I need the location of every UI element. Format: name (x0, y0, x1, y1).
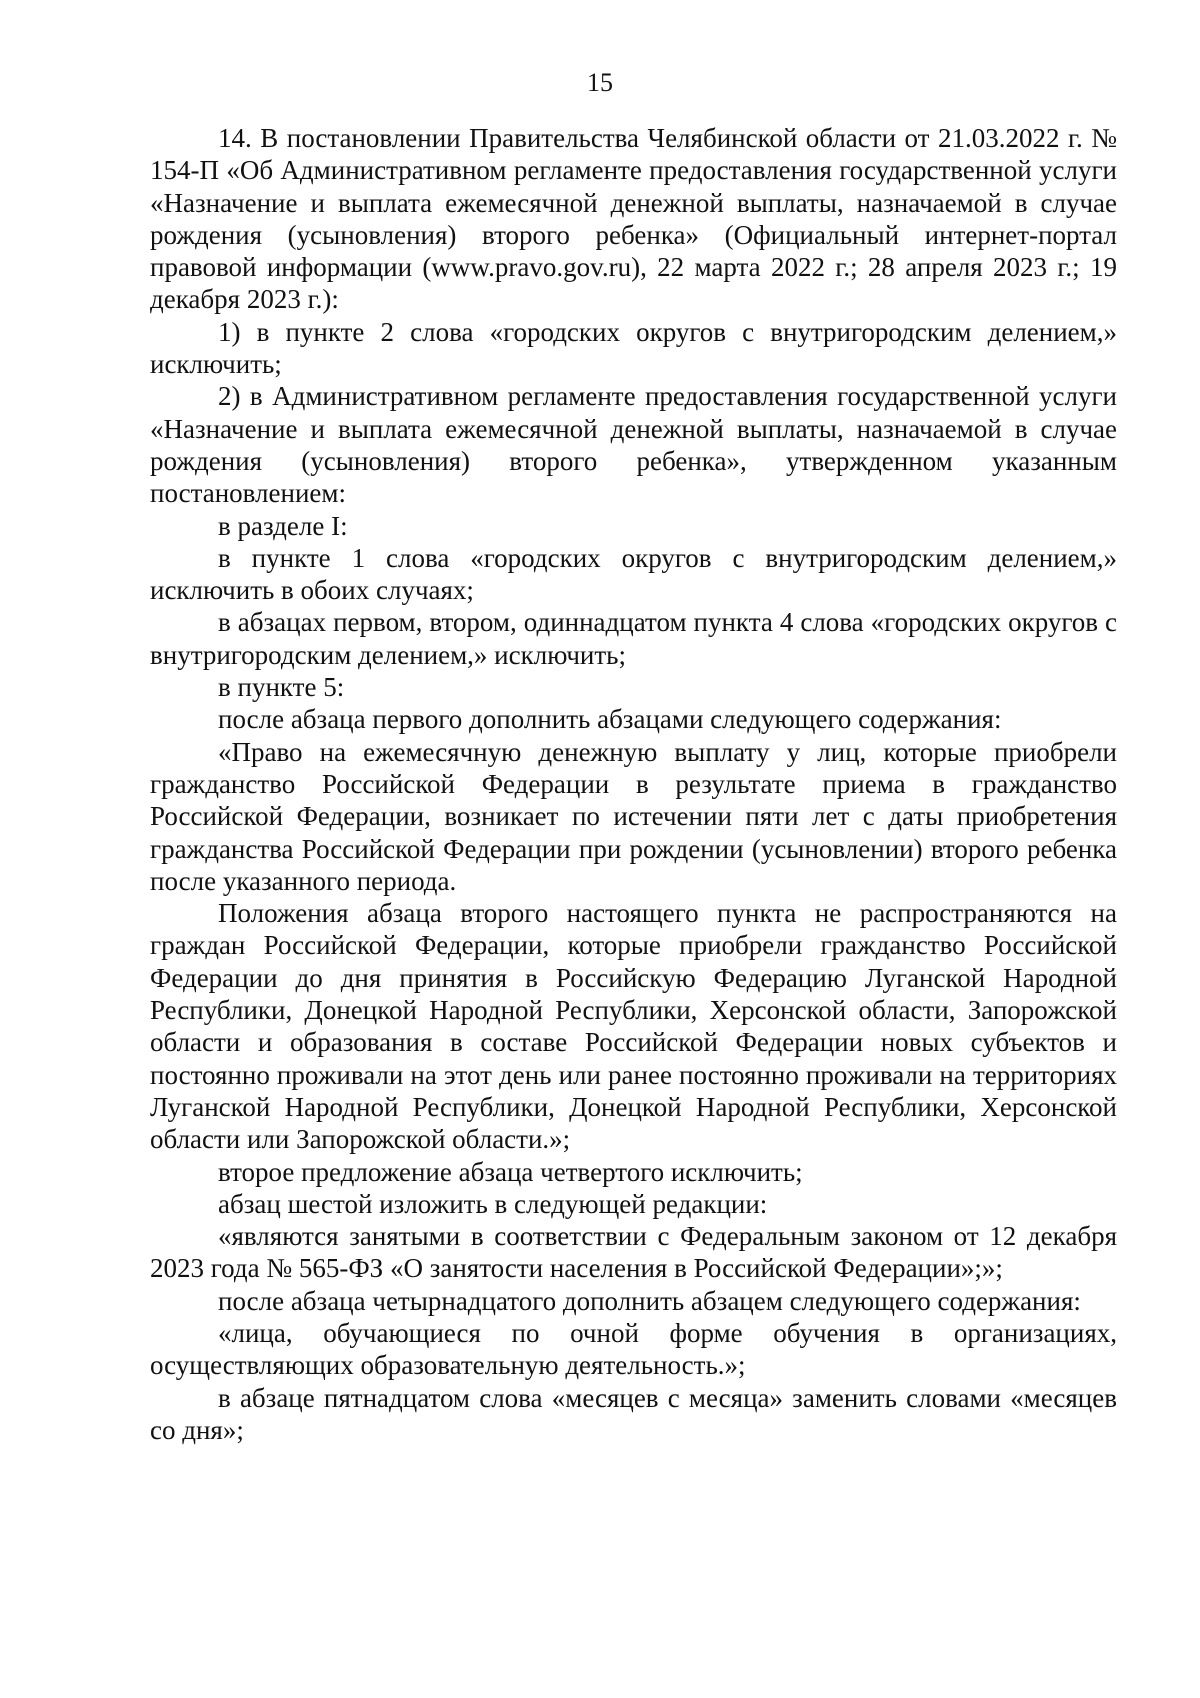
paragraph-section-i: в разделе I: (218, 510, 348, 541)
paragraph-point-1: в пункте 1 слова «городских округов с внутригородским делением,» исключить в обоих случаях; (150, 542, 1117, 606)
paragraph-subitem-1: 1) в пункте 2 слова «городских округов с внутригородским делением,» исключить; (150, 316, 1117, 380)
paragraph-sixth-abzac: абзац шестой изложить в следующей редакции: (218, 1188, 768, 1219)
paragraph-quote-students: «лица, обучающиеся по очной форме обучения в организациях, осуществляющих образовательную деятельность.»; (150, 1317, 1117, 1381)
paragraph-fifteenth-abzac: в абзаце пятнадцатом слова «месяцев с месяца» заменить словами «месяцев со дня»; (150, 1382, 1117, 1445)
paragraph-item-14: 14. В постановлении Правительства Челябинской области от 21.03.2022 г. № 154-П «Об Административном регламенте предоставления государственной услуги «Назначение и выплата ежемесячной денежной выплаты, назначаемой в случае рождения (усыновления) второго ребенка» (Официальный интернет-портал правовой информации (www.pravo.gov.ru), 22 марта 2022 г.; 28 апреля 2023 г.; 19 декабря 2023 г.): (150, 123, 1117, 315)
paragraph-quote-right: «Право на ежемесячную денежную выплату у лиц, которые приобрели гражданство Российской Федерации в результате приема в гражданство Российской Федерации, возникает по истечении пяти лет с даты приобретения гражданства Российской Федерации при рождении (усыновлении) второго ребенка после указанного периода. (150, 736, 1117, 896)
paragraph-quote-employed: «являются занятыми в соответствии с Федеральным законом от 12 декабря 2023 года № 565-ФЗ «О занятости населения в Российской Федерации»;»; (150, 1221, 1117, 1284)
page-number: 15 (587, 68, 613, 97)
paragraph-point-5: в пункте 5: (218, 672, 345, 703)
paragraph-after-fourteenth: после абзаца четырнадцатого дополнить абзацем следующего содержания: (218, 1285, 1081, 1316)
paragraph-after-first-abzac: после абзаца первого дополнить абзацами следующего содержания: (218, 704, 1002, 735)
paragraph-quote-provisions: Положения абзаца второго настоящего пункта не распространяются на граждан Российской Федерации, которые приобрели гражданство Российской Федерации до дня принятия в Российскую Федерацию Луганской Народной Республики, Донецкой Народной Республики, Херсонской области, Запорожской области и образования в составе Российской Федерации новых субъектов и постоянно проживали на этот день или ранее постоянно проживали на территориях Луганской Народной Республики, Донецкой Народной Республики, Херсонской области или Запорожской области.»; (150, 898, 1117, 1155)
document-body (150, 122, 1117, 1446)
paragraph-point-4: в абзацах первом, втором, одиннадцатом пункта 4 слова «городских округов с внутригородским делением,» исключить; (150, 607, 1117, 670)
paragraph-subitem-2: 2) в Административном регламенте предоставления государственной услуги «Назначение и выплата ежемесячной денежной выплаты, назначаемой в случае рождения (усыновления) второго ребенка», утвержденном указанным постановлением: (150, 381, 1117, 509)
paragraph-second-sentence: второе предложение абзаца четвертого исключить; (218, 1156, 803, 1187)
